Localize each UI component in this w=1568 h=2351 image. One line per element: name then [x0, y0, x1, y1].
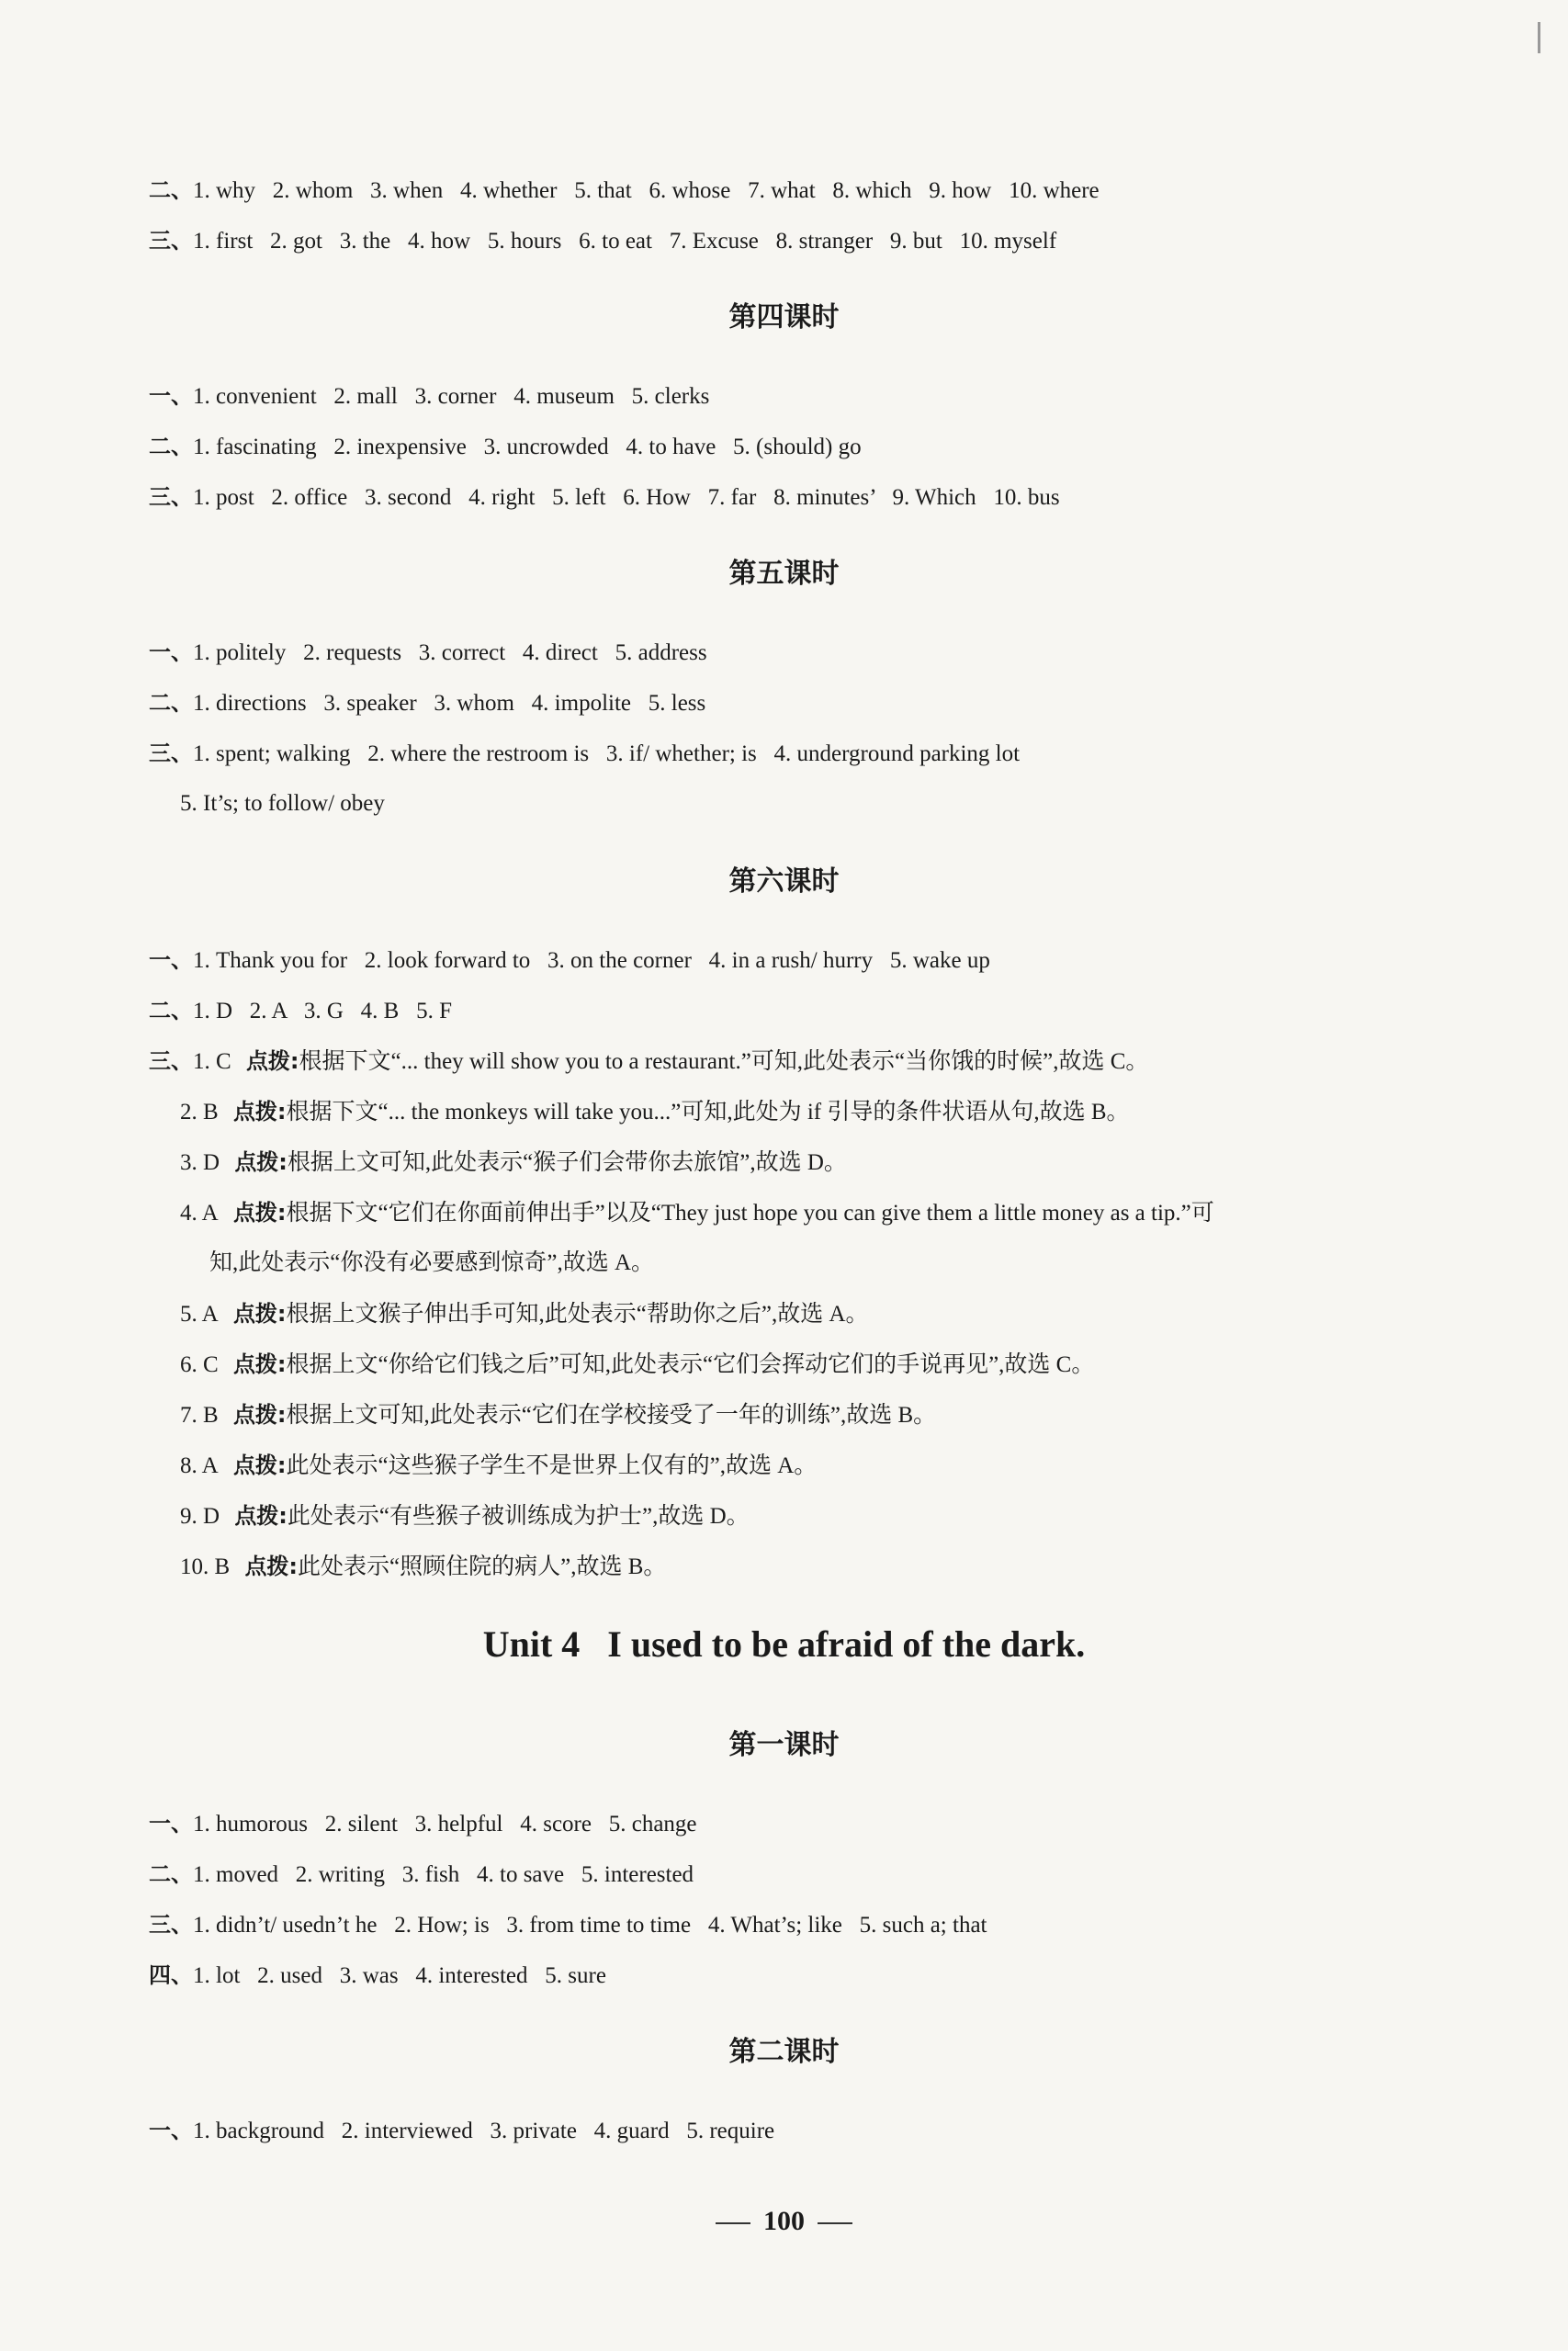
- answer-row: 三、1. spent; walking 2. where the restroom is 3. if/ whether; is 4. underground parking lot: [149, 740, 1021, 766]
- answer-row: 二、1. why 2. whom 3. when 4. whether 5. that 6. whose 7. what 8. which 9. how 10. where: [149, 177, 1100, 203]
- answer-row: 一、1. Thank you for 2. look forward to 3. on the corner 4. in a rush/ hurry 5. wake up: [149, 947, 990, 973]
- page-number: 100: [0, 2203, 1568, 2240]
- hint-row: 3. D 点拨:根据上文可知,此处表示“猴子们会带你去旅馆”,故选 D。: [180, 1149, 847, 1175]
- answer-row: 二、1. D 2. A 3. G 4. B 5. F: [149, 998, 452, 1023]
- answer-row: 一、1. humorous 2. silent 3. helpful 4. score 5. change: [149, 1811, 697, 1837]
- lesson-heading: 第六课时: [728, 865, 840, 898]
- edge-mark: [1538, 22, 1540, 53]
- dash-left: [716, 2222, 750, 2224]
- answer-row: 一、1. background 2. interviewed 3. private 4. guard 5. require: [149, 2118, 775, 2143]
- hint-row: 10. B 点拨:此处表示“照顾住院的病人”,故选 B。: [180, 1554, 667, 1579]
- answer-row: 一、1. politely 2. requests 3. correct 4. direct 5. address: [149, 639, 707, 665]
- hint-row: 7. B 点拨:根据上文可知,此处表示“它们在学校接受了一年的训练”,故选 B。: [180, 1402, 937, 1428]
- dash-right: [818, 2222, 852, 2224]
- hint-row: 三、1. C 点拨:根据下文“... they will show you to a restaurant.”可知,此处表示“当你饿的时候”,故选 C。: [149, 1048, 1149, 1074]
- hint-row-continued: 知,此处表示“你没有必要感到惊奇”,故选 A。: [209, 1250, 654, 1275]
- lesson-heading: 第四课时: [728, 301, 840, 333]
- answer-row: 三、1. first 2. got 3. the 4. how 5. hours 6. to eat 7. Excuse 8. stranger 9. but 10. myself: [149, 228, 1057, 254]
- hint-row: 4. A 点拨:根据下文“它们在你面前伸出手”以及“They just hope you can give them a little money as a tip.”可: [180, 1200, 1214, 1226]
- hint-row: 9. D 点拨:此处表示“有些猴子被训练成为护士”,故选 D。: [180, 1503, 750, 1529]
- unit-title: Unit 4 I used to be afraid of the dark.: [482, 1623, 1086, 1665]
- hint-row: 2. B 点拨:根据下文“... the monkeys will take you...”可知,此处为 if 引导的条件状语从句,故选 B。: [180, 1099, 1130, 1125]
- lesson-heading: 第一课时: [728, 1729, 840, 1761]
- answer-row: 二、1. directions 3. speaker 3. whom 4. impolite 5. less: [149, 690, 706, 716]
- hint-row: 5. A 点拨:根据上文猴子伸出手可知,此处表示“帮助你之后”,故选 A。: [180, 1301, 869, 1327]
- answer-row: 二、1. fascinating 2. inexpensive 3. uncrowded 4. to have 5. (should) go: [149, 434, 862, 459]
- answer-row: 三、1. didn’t/ usedn’t he 2. How; is 3. from time to time 4. What’s; like 5. such a; that: [149, 1912, 987, 1938]
- lesson-heading: 第五课时: [728, 558, 840, 590]
- answer-row: 5. It’s; to follow/ obey: [180, 791, 385, 816]
- answer-row: 二、1. moved 2. writing 3. fish 4. to save 5. interested: [149, 1861, 694, 1887]
- answer-row: 四、1. lot 2. used 3. was 4. interested 5. sure: [149, 1962, 606, 1988]
- answer-row: 三、1. post 2. office 3. second 4. right 5. left 6. How 7. far 8. minutes’ 9. Which 10. bus: [149, 484, 1060, 510]
- hint-row: 6. C 点拨:根据上文“你给它们钱之后”可知,此处表示“它们会挥动它们的手说再见”,故选 C。: [180, 1351, 1095, 1377]
- lesson-heading: 第二课时: [728, 2036, 840, 2068]
- hint-row: 8. A 点拨:此处表示“这些猴子学生不是世界上仅有的”,故选 A。: [180, 1452, 818, 1478]
- answer-row: 一、1. convenient 2. mall 3. corner 4. museum 5. clerks: [149, 383, 710, 409]
